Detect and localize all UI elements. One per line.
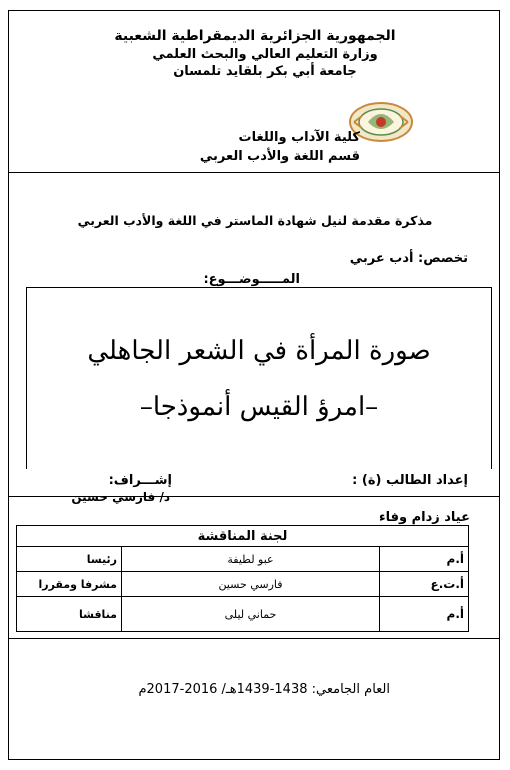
republic-name: الجمهورية الجزائرية الديمقراطية الشعبية <box>114 28 396 44</box>
jury-name: حماني ليلى <box>122 597 380 632</box>
table-row <box>17 597 469 632</box>
jury-rank: أ.م <box>380 597 469 632</box>
jury-rank: أ.ت.ع <box>380 572 469 597</box>
student-name: عياد زدام وفاء <box>378 510 470 525</box>
table-row <box>17 547 469 572</box>
specialization-value: أدب عربي <box>349 251 414 266</box>
jury-role: رئيسا <box>17 547 122 572</box>
specialization <box>300 251 468 266</box>
faculty-name: كلية الآداب واللغات <box>238 130 360 145</box>
table-row <box>17 572 469 597</box>
department-name: قسم اللغة والأدب العربي <box>199 149 360 164</box>
jury-rank: أ.م <box>380 547 469 572</box>
specialization-label: تخصص: <box>418 251 468 266</box>
jury-table <box>16 525 469 632</box>
jury-title: لجنة المناقشة <box>17 526 469 547</box>
header-divider <box>8 172 500 173</box>
academic-year: العام الجامعي: 1438-1439هـ/ 2016-2017م <box>138 682 390 697</box>
student-label: إعداد الطالب (ة) : <box>352 473 468 488</box>
jury-header-row <box>17 526 469 547</box>
jury-name: فارسي حسين <box>122 572 380 597</box>
university-name: جامعة أبي بكر بلقايد تلمسان <box>173 64 357 79</box>
supervisor-name: د/ فارسي حسين <box>71 490 170 504</box>
jury-divider <box>8 638 500 639</box>
topic-box <box>26 287 492 469</box>
topic-subtitle: –امرؤ القيس أنموذجا– <box>139 392 379 422</box>
jury-role: مناقشا <box>17 597 122 632</box>
thesis-note: مذكرة مقدمة لنيل شهادة الماستر في اللغة والأدب العربي <box>77 213 433 228</box>
jury-role: مشرفا ومقررا <box>17 572 122 597</box>
ministry-name: وزارة التعليم العالي والبحث العلمي <box>152 47 378 62</box>
topic-label: المـــــوضـــوع: <box>203 272 300 287</box>
supervision-label: إشـــراف: <box>108 473 172 488</box>
jury-name: عبو لطيفة <box>122 547 380 572</box>
topic-title: صورة المرأة في الشعر الجاهلي <box>87 336 431 366</box>
